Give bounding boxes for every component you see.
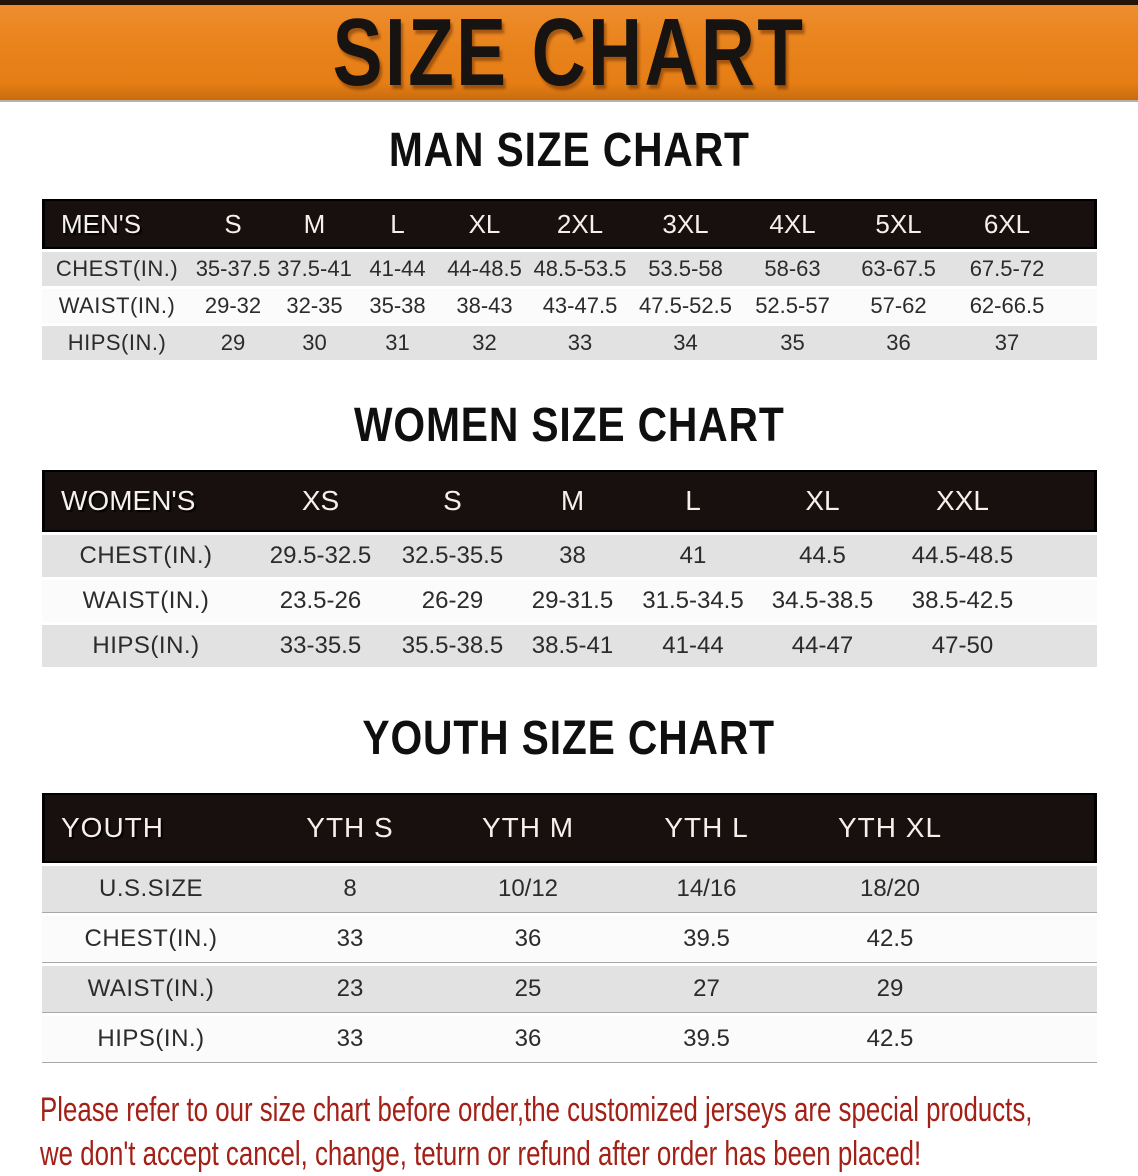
- value-cell: 44-47: [755, 625, 890, 667]
- value-cell: 52.5-57: [740, 289, 845, 323]
- spacer-cell: [983, 866, 1097, 913]
- row-label: CHEST(IN.): [42, 252, 192, 286]
- size-header: XL: [440, 199, 529, 249]
- row-label: CHEST(IN.): [42, 916, 260, 963]
- value-cell: 36: [440, 1016, 616, 1063]
- value-cell: 10/12: [440, 866, 616, 913]
- value-cell: 30: [274, 326, 355, 360]
- value-cell: 33: [529, 326, 631, 360]
- value-cell: 44.5: [755, 535, 890, 577]
- value-cell: 47.5-52.5: [631, 289, 740, 323]
- spacer-cell: [983, 793, 1097, 863]
- spacer-cell: [983, 966, 1097, 1013]
- size-header: 5XL: [845, 199, 952, 249]
- size-header: XL: [755, 470, 890, 532]
- size-header: M: [514, 470, 631, 532]
- spacer-cell: [1062, 326, 1097, 360]
- row-label: HIPS(IN.): [42, 1016, 260, 1063]
- value-cell: 32.5-35.5: [391, 535, 514, 577]
- men-header-row: [42, 199, 1097, 249]
- women-section-heading: WOMEN SIZE CHART: [353, 399, 785, 452]
- size-header: L: [631, 470, 755, 532]
- value-cell: 42.5: [797, 1016, 983, 1063]
- spacer-cell: [1062, 252, 1097, 286]
- table-row: [42, 252, 1097, 286]
- value-cell: 33: [260, 1016, 440, 1063]
- spacer-cell: [983, 916, 1097, 963]
- value-cell: 34.5-38.5: [755, 580, 890, 622]
- value-cell: 34: [631, 326, 740, 360]
- value-cell: 44-48.5: [440, 252, 529, 286]
- value-cell: 35-38: [355, 289, 440, 323]
- value-cell: 57-62: [845, 289, 952, 323]
- size-header: XXL: [890, 470, 1035, 532]
- disclaimer-line-1: Please refer to our size chart before order,the customized jerseys are special products,: [40, 1091, 1033, 1129]
- spacer-cell: [1035, 535, 1097, 577]
- banner: [0, 0, 1138, 106]
- value-cell: 48.5-53.5: [529, 252, 631, 286]
- value-cell: 35-37.5: [192, 252, 274, 286]
- youth-section-heading: YOUTH SIZE CHART: [362, 712, 776, 765]
- size-header: YTH L: [616, 793, 797, 863]
- spacer-cell: [1035, 470, 1097, 532]
- value-cell: 33: [260, 916, 440, 963]
- value-cell: 23.5-26: [250, 580, 391, 622]
- value-cell: 41-44: [631, 625, 755, 667]
- value-cell: 38.5-41: [514, 625, 631, 667]
- row-label: HIPS(IN.): [42, 326, 192, 360]
- value-cell: 42.5: [797, 916, 983, 963]
- size-header: YTH M: [440, 793, 616, 863]
- value-cell: 36: [440, 916, 616, 963]
- value-cell: 35: [740, 326, 845, 360]
- table-row: [42, 916, 1097, 963]
- row-label: HIPS(IN.): [42, 625, 250, 667]
- table-row: [42, 289, 1097, 323]
- value-cell: 67.5-72: [952, 252, 1062, 286]
- women-section-heading-wrap: [0, 401, 1138, 451]
- size-header: L: [355, 199, 440, 249]
- table-row: [42, 966, 1097, 1013]
- row-label: WAIST(IN.): [42, 289, 192, 323]
- value-cell: 41-44: [355, 252, 440, 286]
- value-cell: 23: [260, 966, 440, 1013]
- value-cell: 29-32: [192, 289, 274, 323]
- value-cell: 33-35.5: [250, 625, 391, 667]
- value-cell: 29.5-32.5: [250, 535, 391, 577]
- value-cell: 38-43: [440, 289, 529, 323]
- value-cell: 14/16: [616, 866, 797, 913]
- value-cell: 37: [952, 326, 1062, 360]
- size-header: 3XL: [631, 199, 740, 249]
- size-header: 4XL: [740, 199, 845, 249]
- value-cell: 27: [616, 966, 797, 1013]
- value-cell: 39.5: [616, 1016, 797, 1063]
- youth-size-table: [42, 790, 1097, 1066]
- women-corner-label: WOMEN'S: [42, 470, 250, 532]
- value-cell: 53.5-58: [631, 252, 740, 286]
- value-cell: 38: [514, 535, 631, 577]
- value-cell: 41: [631, 535, 755, 577]
- disclaimer-line-2: we don't accept cancel, change, teturn or refund after order has been placed!: [40, 1135, 922, 1173]
- women-header-row: [42, 470, 1097, 532]
- row-label: CHEST(IN.): [42, 535, 250, 577]
- table-row: [42, 625, 1097, 667]
- row-label: WAIST(IN.): [42, 966, 260, 1013]
- value-cell: 58-63: [740, 252, 845, 286]
- row-label: U.S.SIZE: [42, 866, 260, 913]
- value-cell: 47-50: [890, 625, 1035, 667]
- value-cell: 63-67.5: [845, 252, 952, 286]
- value-cell: 36: [845, 326, 952, 360]
- value-cell: 32-35: [274, 289, 355, 323]
- spacer-cell: [1062, 199, 1097, 249]
- value-cell: 26-29: [391, 580, 514, 622]
- size-header: YTH XL: [797, 793, 983, 863]
- men-size-table: [42, 196, 1097, 363]
- value-cell: 29: [797, 966, 983, 1013]
- youth-corner-label: YOUTH: [42, 793, 260, 863]
- man-section-heading-wrap: [0, 126, 1138, 176]
- value-cell: 38.5-42.5: [890, 580, 1035, 622]
- table-row: [42, 580, 1097, 622]
- value-cell: 29: [192, 326, 274, 360]
- value-cell: 18/20: [797, 866, 983, 913]
- table-row: [42, 866, 1097, 913]
- value-cell: 32: [440, 326, 529, 360]
- value-cell: 35.5-38.5: [391, 625, 514, 667]
- size-header: S: [192, 199, 274, 249]
- value-cell: 31: [355, 326, 440, 360]
- size-header: 6XL: [952, 199, 1062, 249]
- spacer-cell: [1035, 580, 1097, 622]
- value-cell: 39.5: [616, 916, 797, 963]
- spacer-cell: [1062, 289, 1097, 323]
- value-cell: 25: [440, 966, 616, 1013]
- size-header: XS: [250, 470, 391, 532]
- table-row: [42, 535, 1097, 577]
- value-cell: 43-47.5: [529, 289, 631, 323]
- value-cell: 44.5-48.5: [890, 535, 1035, 577]
- size-header: 2XL: [529, 199, 631, 249]
- value-cell: 8: [260, 866, 440, 913]
- spacer-cell: [1035, 625, 1097, 667]
- value-cell: 29-31.5: [514, 580, 631, 622]
- value-cell: 37.5-41: [274, 252, 355, 286]
- table-row: [42, 326, 1097, 360]
- spacer-cell: [983, 1016, 1097, 1063]
- value-cell: 31.5-34.5: [631, 580, 755, 622]
- table-row: [42, 1016, 1097, 1063]
- size-header: S: [391, 470, 514, 532]
- youth-header-row: [42, 793, 1097, 863]
- man-section-heading: MAN SIZE CHART: [388, 124, 750, 177]
- disclaimer: [40, 1088, 1138, 1176]
- size-header: M: [274, 199, 355, 249]
- men-corner-label: MEN'S: [42, 199, 192, 249]
- banner-title: SIZE CHART: [332, 0, 806, 106]
- value-cell: 62-66.5: [952, 289, 1062, 323]
- row-label: WAIST(IN.): [42, 580, 250, 622]
- women-size-table: [42, 467, 1097, 670]
- youth-section-heading-wrap: [0, 714, 1138, 764]
- size-header: YTH S: [260, 793, 440, 863]
